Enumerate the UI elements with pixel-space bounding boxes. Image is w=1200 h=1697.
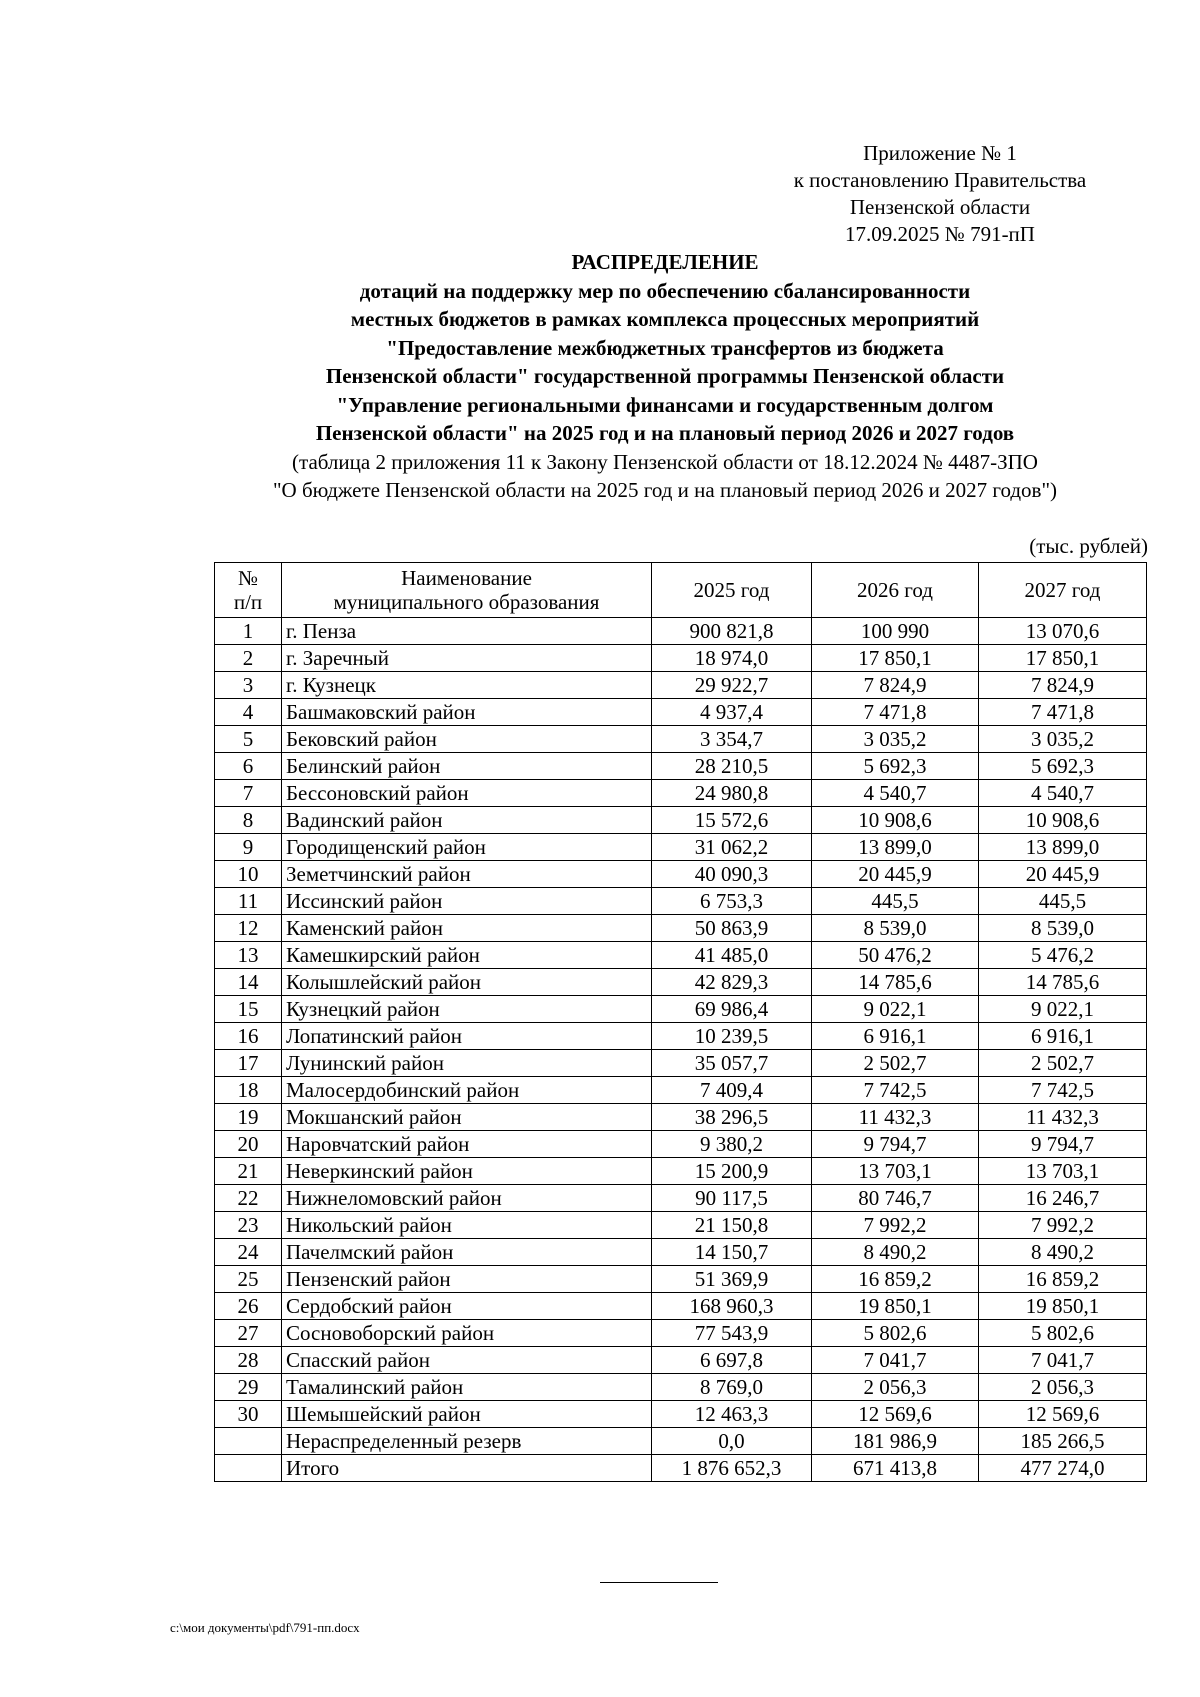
cell-2027: 7 041,7 <box>979 1347 1147 1374</box>
cell-name: Городищенский район <box>282 834 652 861</box>
cell-2027: 2 502,7 <box>979 1050 1147 1077</box>
table-body <box>215 618 1147 1482</box>
cell-2025: 900 821,8 <box>652 618 812 645</box>
cell-name: Нижнеломовский район <box>282 1185 652 1212</box>
table-row <box>215 1428 1147 1455</box>
cell-2026: 10 908,6 <box>812 807 979 834</box>
cell-2027: 7 824,9 <box>979 672 1147 699</box>
table-row <box>215 1212 1147 1239</box>
cell-2027: 6 916,1 <box>979 1023 1147 1050</box>
cell-2026: 14 785,6 <box>812 969 979 996</box>
cell-number: 27 <box>215 1320 282 1347</box>
cell-2027: 5 476,2 <box>979 942 1147 969</box>
cell-2026: 181 986,9 <box>812 1428 979 1455</box>
table-row <box>215 780 1147 807</box>
cell-name: Бессоновский район <box>282 780 652 807</box>
cell-2026: 7 471,8 <box>812 699 979 726</box>
cell-2025: 168 960,3 <box>652 1293 812 1320</box>
cell-number: 9 <box>215 834 282 861</box>
cell-2026: 100 990 <box>812 618 979 645</box>
title-line: местных бюджетов в рамках комплекса процессных мероприятий <box>350 307 980 331</box>
cell-name: Иссинский район <box>282 888 652 915</box>
cell-2025: 9 380,2 <box>652 1131 812 1158</box>
cell-name: Сосновоборский район <box>282 1320 652 1347</box>
table-row <box>215 996 1147 1023</box>
cell-2025: 6 753,3 <box>652 888 812 915</box>
cell-2027: 19 850,1 <box>979 1293 1147 1320</box>
header-name-line2: муниципального образования <box>333 590 600 614</box>
table-row <box>215 915 1147 942</box>
cell-2025: 3 354,7 <box>652 726 812 753</box>
cell-name: Бековский район <box>282 726 652 753</box>
annex-to-resolution: к постановлению Правительства <box>793 168 1087 192</box>
cell-name: Каменский район <box>282 915 652 942</box>
header-name-line1: Наименование <box>401 566 532 590</box>
cell-2027: 5 802,6 <box>979 1320 1147 1347</box>
annex-date-number: 17.09.2025 № 791-пП <box>845 222 1035 246</box>
header-2026: 2026 год <box>812 563 979 618</box>
cell-2026: 50 476,2 <box>812 942 979 969</box>
cell-number: 2 <box>215 645 282 672</box>
table-row <box>215 1347 1147 1374</box>
cell-2025: 29 922,7 <box>652 672 812 699</box>
cell-2026: 19 850,1 <box>812 1293 979 1320</box>
title-line: "Предоставление межбюджетных трансфертов из бюджета <box>386 335 944 360</box>
cell-2027: 185 266,5 <box>979 1428 1147 1455</box>
cell-2026: 12 569,6 <box>812 1401 979 1428</box>
header-name <box>282 563 652 618</box>
cell-2025: 15 200,9 <box>652 1158 812 1185</box>
cell-2025: 15 572,6 <box>652 807 812 834</box>
cell-2025: 24 980,8 <box>652 780 812 807</box>
cell-2027: 7 471,8 <box>979 699 1147 726</box>
cell-2025: 38 296,5 <box>652 1104 812 1131</box>
table-row <box>215 1131 1147 1158</box>
cell-2025: 14 150,7 <box>652 1239 812 1266</box>
annex-region: Пензенской области <box>849 195 1031 219</box>
cell-2026: 7 041,7 <box>812 1347 979 1374</box>
table-row <box>215 1455 1147 1482</box>
cell-number <box>215 1428 282 1455</box>
cell-number: 14 <box>215 969 282 996</box>
cell-2026: 2 502,7 <box>812 1050 979 1077</box>
document-heading <box>140 248 1190 504</box>
cell-name: Никольский район <box>282 1212 652 1239</box>
cell-2026: 20 445,9 <box>812 861 979 888</box>
cell-name: Неверкинский район <box>282 1158 652 1185</box>
cell-number: 30 <box>215 1401 282 1428</box>
cell-2025: 51 369,9 <box>652 1266 812 1293</box>
cell-name: Итого <box>282 1455 652 1482</box>
cell-name: Белинский район <box>282 753 652 780</box>
cell-number: 28 <box>215 1347 282 1374</box>
cell-2026: 9 794,7 <box>812 1131 979 1158</box>
cell-2027: 12 569,6 <box>979 1401 1147 1428</box>
cell-2025: 41 485,0 <box>652 942 812 969</box>
cell-number: 25 <box>215 1266 282 1293</box>
table-row <box>215 726 1147 753</box>
cell-2027: 7 992,2 <box>979 1212 1147 1239</box>
cell-name: Лопатинский район <box>282 1023 652 1050</box>
cell-number: 26 <box>215 1293 282 1320</box>
cell-name: Земетчинский район <box>282 861 652 888</box>
cell-name: г. Заречный <box>282 645 652 672</box>
table-row <box>215 1293 1147 1320</box>
cell-2025: 0,0 <box>652 1428 812 1455</box>
annex-block <box>760 140 1120 248</box>
table-row <box>215 969 1147 996</box>
cell-name: Лунинский район <box>282 1050 652 1077</box>
cell-name: Наровчатский район <box>282 1131 652 1158</box>
cell-2025: 18 974,0 <box>652 645 812 672</box>
cell-name: Спасский район <box>282 1347 652 1374</box>
cell-2025: 6 697,8 <box>652 1347 812 1374</box>
table-row <box>215 1077 1147 1104</box>
table-row <box>215 1158 1147 1185</box>
table-row <box>215 618 1147 645</box>
cell-number: 24 <box>215 1239 282 1266</box>
cell-2026: 11 432,3 <box>812 1104 979 1131</box>
cell-2025: 12 463,3 <box>652 1401 812 1428</box>
table-row <box>215 672 1147 699</box>
table-row <box>215 699 1147 726</box>
cell-2026: 8 490,2 <box>812 1239 979 1266</box>
cell-2027: 13 070,6 <box>979 618 1147 645</box>
cell-2026: 6 916,1 <box>812 1023 979 1050</box>
cell-2026: 2 056,3 <box>812 1374 979 1401</box>
cell-2026: 5 692,3 <box>812 753 979 780</box>
cell-2027: 17 850,1 <box>979 645 1147 672</box>
cell-2026: 7 742,5 <box>812 1077 979 1104</box>
table-row <box>215 753 1147 780</box>
cell-2026: 445,5 <box>812 888 979 915</box>
cell-2027: 7 742,5 <box>979 1077 1147 1104</box>
cell-2025: 10 239,5 <box>652 1023 812 1050</box>
cell-2025: 50 863,9 <box>652 915 812 942</box>
cell-number: 3 <box>215 672 282 699</box>
header-2025: 2025 год <box>652 563 812 618</box>
cell-number: 20 <box>215 1131 282 1158</box>
cell-number: 15 <box>215 996 282 1023</box>
cell-2027: 16 246,7 <box>979 1185 1147 1212</box>
cell-number: 13 <box>215 942 282 969</box>
cell-name: Башмаковский район <box>282 699 652 726</box>
table-row <box>215 807 1147 834</box>
cell-2027: 8 539,0 <box>979 915 1147 942</box>
cell-2026: 7 992,2 <box>812 1212 979 1239</box>
file-path-footer: c:\мои документы\pdf\791-пп.docx <box>170 1620 360 1635</box>
cell-number: 29 <box>215 1374 282 1401</box>
cell-number: 21 <box>215 1158 282 1185</box>
cell-2026: 13 899,0 <box>812 834 979 861</box>
cell-number <box>215 1455 282 1482</box>
table-row <box>215 942 1147 969</box>
cell-2027: 10 908,6 <box>979 807 1147 834</box>
cell-number: 22 <box>215 1185 282 1212</box>
cell-name: Камешкирский район <box>282 942 652 969</box>
cell-number: 6 <box>215 753 282 780</box>
cell-number: 4 <box>215 699 282 726</box>
cell-2026: 7 824,9 <box>812 672 979 699</box>
header-number <box>215 563 282 618</box>
table-row <box>215 1050 1147 1077</box>
cell-2026: 5 802,6 <box>812 1320 979 1347</box>
title-line: Пензенской области" государственной программы Пензенской области <box>325 364 1005 388</box>
cell-name: Вадинский район <box>282 807 652 834</box>
cell-2027: 11 432,3 <box>979 1104 1147 1131</box>
header-number-line1: № <box>237 566 259 590</box>
cell-number: 17 <box>215 1050 282 1077</box>
cell-name: Пензенский район <box>282 1266 652 1293</box>
title-line: Пензенской области" на 2025 год и на плановый период 2026 и 2027 годов <box>315 421 1015 445</box>
cell-name: Кузнецкий район <box>282 996 652 1023</box>
cell-number: 11 <box>215 888 282 915</box>
table-row <box>215 1266 1147 1293</box>
cell-number: 7 <box>215 780 282 807</box>
cell-2026: 9 022,1 <box>812 996 979 1023</box>
annex-number: Приложение № 1 <box>863 141 1017 165</box>
cell-2025: 69 986,4 <box>652 996 812 1023</box>
title-note: "О бюджете Пензенской области на 2025 год и на плановый период 2026 и 2027 годов") <box>272 477 1058 502</box>
cell-2025: 42 829,3 <box>652 969 812 996</box>
cell-2026: 17 850,1 <box>812 645 979 672</box>
table-row <box>215 1185 1147 1212</box>
table-row <box>215 645 1147 672</box>
header-2027: 2027 год <box>979 563 1147 618</box>
cell-number: 16 <box>215 1023 282 1050</box>
cell-2026: 16 859,2 <box>812 1266 979 1293</box>
cell-2025: 40 090,3 <box>652 861 812 888</box>
cell-2027: 2 056,3 <box>979 1374 1147 1401</box>
cell-2027: 9 022,1 <box>979 996 1147 1023</box>
table-row <box>215 1320 1147 1347</box>
cell-name: Мокшанский район <box>282 1104 652 1131</box>
table-row <box>215 861 1147 888</box>
cell-name: Колышлейский район <box>282 969 652 996</box>
cell-2026: 4 540,7 <box>812 780 979 807</box>
cell-2026: 13 703,1 <box>812 1158 979 1185</box>
table-row <box>215 1023 1147 1050</box>
table-row <box>215 888 1147 915</box>
cell-2025: 21 150,8 <box>652 1212 812 1239</box>
cell-2025: 77 543,9 <box>652 1320 812 1347</box>
cell-name: Пачелмский район <box>282 1239 652 1266</box>
distribution-table <box>214 562 1147 1482</box>
cell-2027: 9 794,7 <box>979 1131 1147 1158</box>
cell-name: Шемышейский район <box>282 1401 652 1428</box>
cell-2027: 14 785,6 <box>979 969 1147 996</box>
cell-number: 19 <box>215 1104 282 1131</box>
cell-2025: 31 062,2 <box>652 834 812 861</box>
cell-2027: 3 035,2 <box>979 726 1147 753</box>
cell-2026: 80 746,7 <box>812 1185 979 1212</box>
cell-2027: 13 703,1 <box>979 1158 1147 1185</box>
cell-2027: 4 540,7 <box>979 780 1147 807</box>
cell-number: 5 <box>215 726 282 753</box>
table-row <box>215 1239 1147 1266</box>
document-title: РАСПРЕДЕЛЕНИЕ <box>571 250 759 274</box>
cell-2027: 13 899,0 <box>979 834 1147 861</box>
cell-2026: 8 539,0 <box>812 915 979 942</box>
cell-2027: 477 274,0 <box>979 1455 1147 1482</box>
cell-number: 18 <box>215 1077 282 1104</box>
units-label: (тыс. рублей) <box>1029 534 1148 558</box>
cell-2025: 1 876 652,3 <box>652 1455 812 1482</box>
title-line: дотаций на поддержку мер по обеспечению сбалансированности <box>359 278 971 303</box>
table-row <box>215 1401 1147 1428</box>
cell-2025: 7 409,4 <box>652 1077 812 1104</box>
cell-2026: 671 413,8 <box>812 1455 979 1482</box>
table-row <box>215 1104 1147 1131</box>
title-line: "Управление региональными финансами и государственным долгом <box>336 392 994 417</box>
header-number-line2: п/п <box>233 590 263 614</box>
cell-name: Сердобский район <box>282 1293 652 1320</box>
cell-2027: 8 490,2 <box>979 1239 1147 1266</box>
cell-2025: 90 117,5 <box>652 1185 812 1212</box>
cell-2025: 28 210,5 <box>652 753 812 780</box>
cell-number: 10 <box>215 861 282 888</box>
cell-number: 23 <box>215 1212 282 1239</box>
cell-name: Тамалинский район <box>282 1374 652 1401</box>
cell-number: 8 <box>215 807 282 834</box>
cell-name: г. Пенза <box>282 618 652 645</box>
title-note: (таблица 2 приложения 11 к Закону Пензенской области от 18.12.2024 № 4487-ЗПО <box>292 449 1038 474</box>
cell-number: 1 <box>215 618 282 645</box>
cell-number: 12 <box>215 915 282 942</box>
cell-2026: 3 035,2 <box>812 726 979 753</box>
table-header-row <box>215 563 1147 618</box>
cell-2027: 445,5 <box>979 888 1147 915</box>
cell-2027: 20 445,9 <box>979 861 1147 888</box>
cell-name: Малосердобинский район <box>282 1077 652 1104</box>
end-rule <box>600 1582 718 1583</box>
cell-2025: 8 769,0 <box>652 1374 812 1401</box>
cell-2025: 35 057,7 <box>652 1050 812 1077</box>
cell-name: Нераспределенный резерв <box>282 1428 652 1455</box>
cell-2025: 4 937,4 <box>652 699 812 726</box>
cell-name: г. Кузнецк <box>282 672 652 699</box>
table-row <box>215 1374 1147 1401</box>
cell-2027: 5 692,3 <box>979 753 1147 780</box>
table-row <box>215 834 1147 861</box>
cell-2027: 16 859,2 <box>979 1266 1147 1293</box>
